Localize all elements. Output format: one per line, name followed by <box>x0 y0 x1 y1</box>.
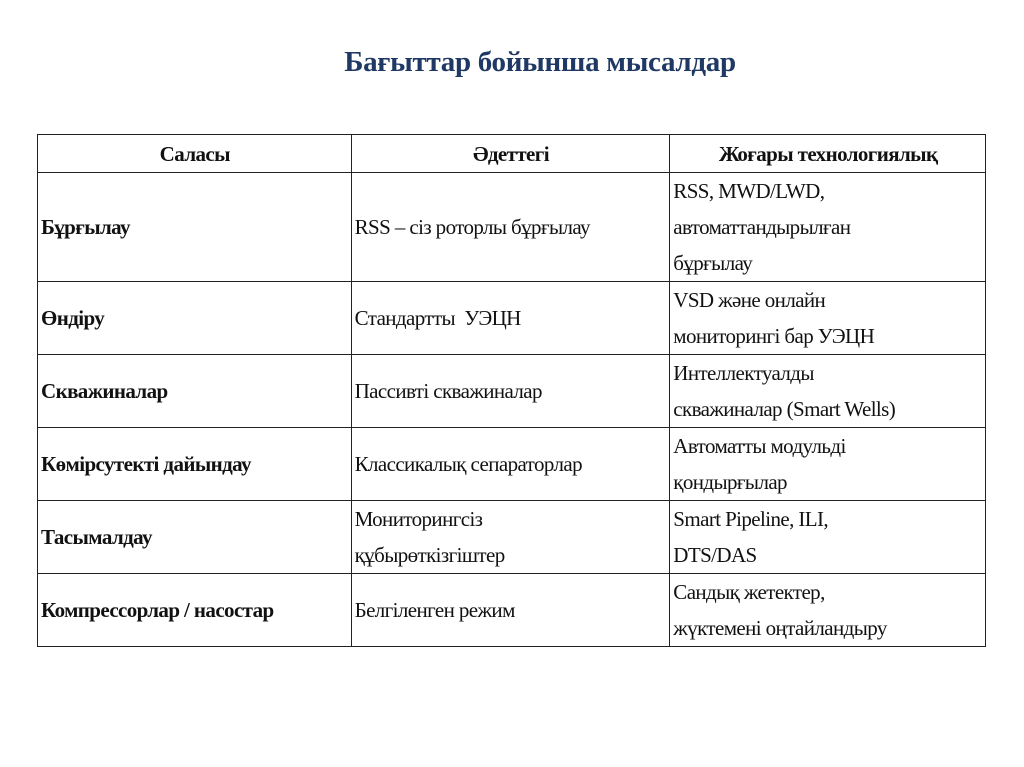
line: Smart Pipeline, ILI, <box>673 507 829 531</box>
line: Мониторингсіз <box>354 507 483 531</box>
line: бұрғылау <box>673 251 753 275</box>
table-row <box>38 428 986 501</box>
line: скважиналар (Smart Wells) <box>673 397 896 421</box>
sector-cell: Бұрғылау <box>38 173 352 282</box>
high-tech-cell <box>670 428 986 501</box>
high-tech-cell <box>670 282 986 355</box>
line: DTS/DAS <box>673 543 757 567</box>
sector-cell: Өндіру <box>38 282 352 355</box>
line: Автоматты модульді <box>673 434 846 458</box>
line: VSD және онлайн <box>673 288 826 312</box>
conventional-cell <box>351 428 670 501</box>
high-tech-cell <box>670 574 986 647</box>
table-row <box>38 282 986 355</box>
conventional-cell <box>351 574 670 647</box>
line: автоматтандырылған <box>673 215 851 239</box>
sector-cell: Скважиналар <box>38 355 352 428</box>
table-row <box>38 501 986 574</box>
high-tech-cell <box>670 355 986 428</box>
comparison-table <box>37 134 986 647</box>
line: Классикалық сепараторлар <box>354 452 582 476</box>
table-row <box>38 574 986 647</box>
line: Белгіленген режим <box>354 598 515 622</box>
header-high-tech: Жоғары технологиялық <box>670 135 986 173</box>
header-conventional: Әдеттегі <box>351 135 670 173</box>
conventional-cell <box>351 282 670 355</box>
line: Сандық жетектер, <box>673 580 825 604</box>
line: Стандартты УЭЦН <box>354 306 521 330</box>
line: құбырөткізгіштер <box>354 543 505 567</box>
slide-title: Бағыттар бойынша мысалдар <box>344 46 736 78</box>
sector-cell: Компрессорлар / насостар <box>38 574 352 647</box>
header-sector: Саласы <box>38 135 352 173</box>
line: Пассивті скважиналар <box>354 379 542 403</box>
high-tech-cell <box>670 173 986 282</box>
line: қондырғылар <box>673 470 787 494</box>
line: RSS, MWD/LWD, <box>673 179 825 203</box>
table-row <box>38 355 986 428</box>
conventional-cell <box>351 355 670 428</box>
sector-cell: Көмірсутекті дайындау <box>38 428 352 501</box>
conventional-cell <box>351 501 670 574</box>
line: Интеллектуалды <box>673 361 814 385</box>
line: жүктемені оңтайландыру <box>673 616 887 640</box>
high-tech-cell <box>670 501 986 574</box>
line: мониторингі бар УЭЦН <box>673 324 875 348</box>
table-header-row <box>38 135 986 173</box>
sector-cell: Тасымалдау <box>38 501 352 574</box>
table-row <box>38 173 986 282</box>
conventional-cell: RSS – сіз роторлы бұрғылау <box>351 173 670 282</box>
